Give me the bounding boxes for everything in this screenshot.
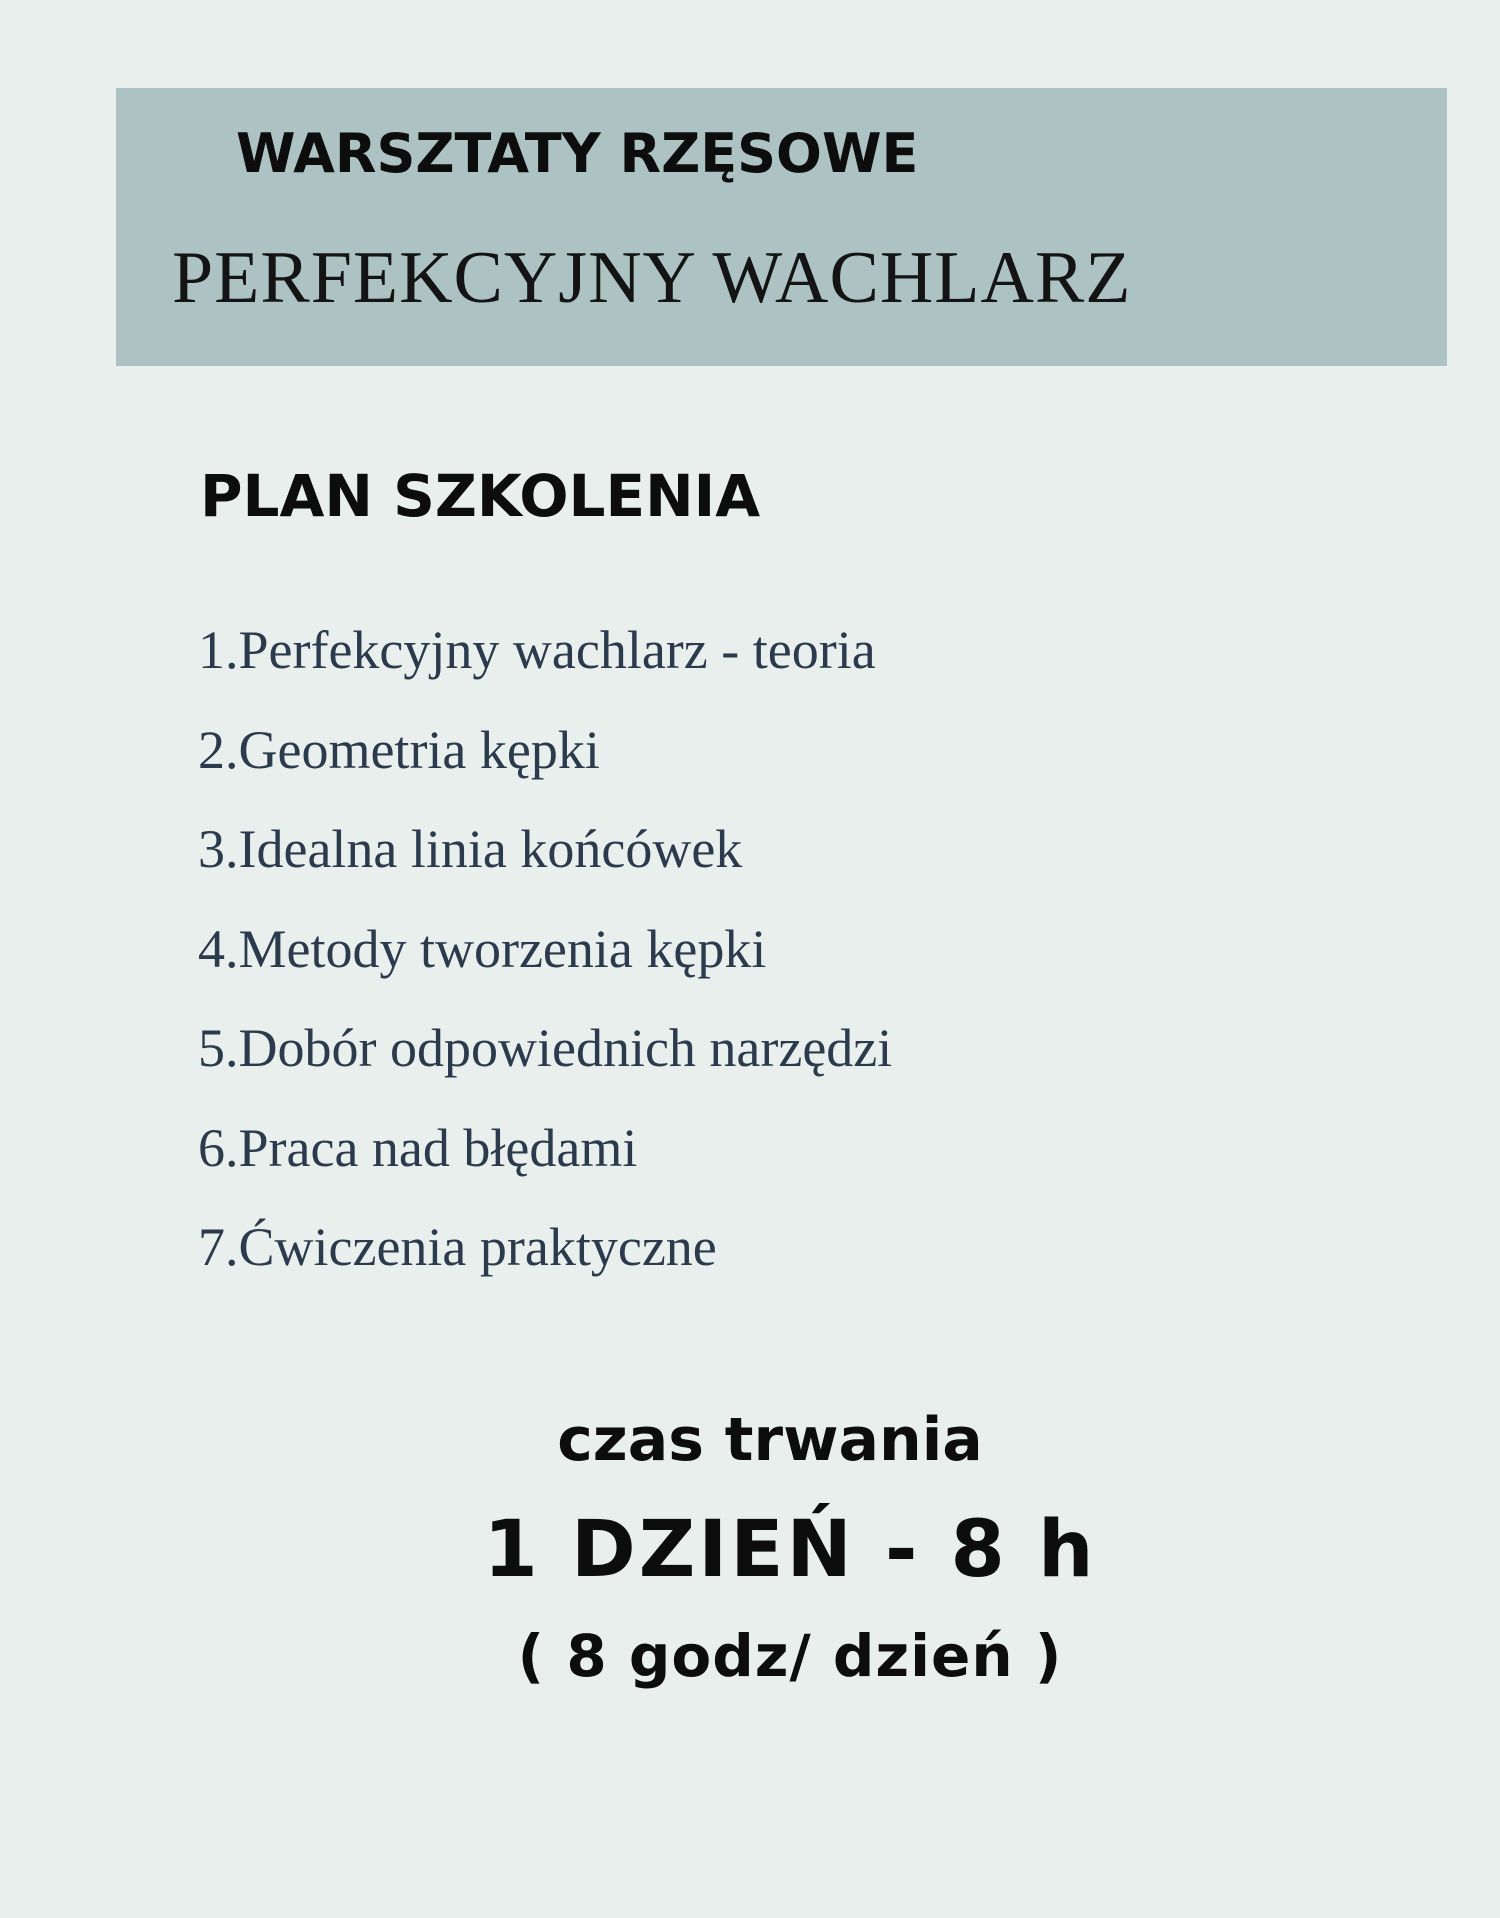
plan-item: 2.Geometria kępki [198,719,600,780]
page-title: PERFEKCYJNY WACHLARZ [172,237,1132,319]
duration-label: czas trwania [557,1405,983,1475]
header-subtitle: WARSZTATY RZĘSOWE [236,122,919,185]
duration-note: ( 8 godz/ dzień ) [517,1622,1063,1690]
plan-heading: PLAN SZKOLENIA [200,462,761,530]
plan-item: 6.Praca nad błędami [198,1117,638,1178]
plan-item: 7.Ćwiczenia praktyczne [198,1217,717,1277]
plan-item: 1.Perfekcyjny wachlarz - teoria [198,620,876,680]
plan-item: 4.Metody tworzenia kępki [198,918,767,979]
duration-value: 1 DZIEŃ - 8 h [483,1505,1097,1595]
plan-list [198,610,892,1307]
plan-item: 3.Idealna linia końcówek [198,819,743,879]
plan-item: 5.Dobór odpowiednich narzędzi [198,1018,893,1078]
